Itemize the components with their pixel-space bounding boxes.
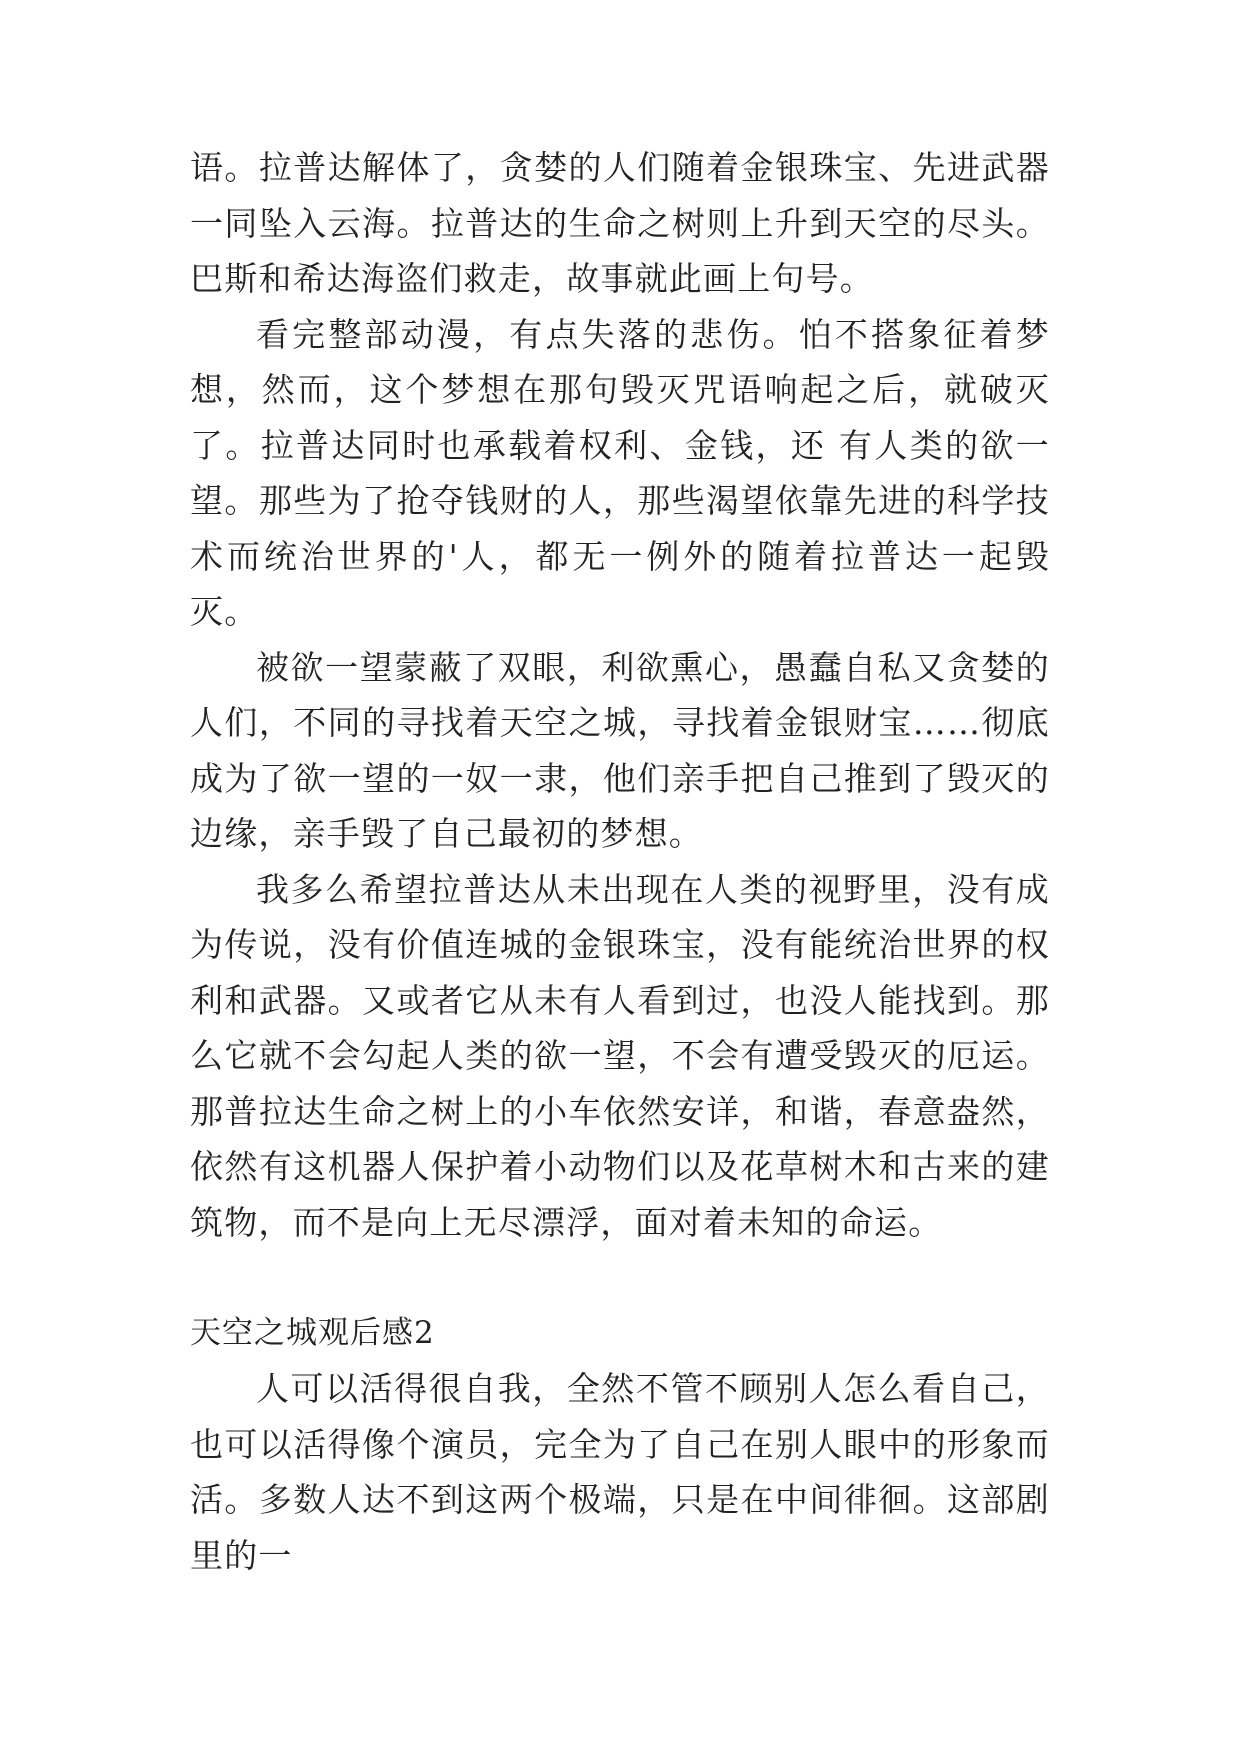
section-heading: 天空之城观后感2 (190, 1314, 435, 1351)
paragraph-2: 看完整部动漫，有点失落的悲伤。怕不搭象征着梦想，然而，这个梦想在那句毁灭咒语响起之后，就破灭了。拉普达同时也承载着权利、金钱，还 有人类的欲一望。那些为了抢夺钱财的人，那些渴望依靠先进的科学技术而统治世界的'人，都无一例外的随着拉普达一起毁灭。 (190, 314, 1050, 631)
paragraph-3: 被欲一望蒙蔽了双眼，利欲熏心，愚蠢自私又贪婪的人们，不同的寻找着天空之城，寻找着金银财宝……彻底成为了欲一望的一奴一隶，他们亲手把自己推到了毁灭的边缘，亲手毁了自己最初的梦想。 (190, 647, 1050, 853)
document-body (190, 140, 1050, 1583)
paragraph-5: 人可以活得很自我，全然不管不顾别人怎么看自己，也可以活得像个演员，完全为了自己在别人眼中的形象而活。多数人达不到这两个极端，只是在中间徘徊。这部剧里的一 (190, 1369, 1050, 1575)
paragraph-4: 我多么希望拉普达从未出现在人类的视野里，没有成为传说，没有价值连城的金银珠宝，没有能统治世界的权利和武器。又或者它从未有人看到过，也没人能找到。那么它就不会勾起人类的欲一望，不会有遭受毁灭的厄运。那普拉达生命之树上的小车依然安详，和谐，春意盎然，依然有这机器人保护着小动物们以及花草树木和古来的建筑物，而不是向上无尽漂浮，面对着未知的命运。 (190, 869, 1050, 1242)
paragraph-1: 语。拉普达解体了，贪婪的人们随着金银珠宝、先进武器一同坠入云海。拉普达的生命之树则上升到天空的尽头。巴斯和希达海盗们救走，故事就此画上句号。 (190, 148, 1050, 298)
